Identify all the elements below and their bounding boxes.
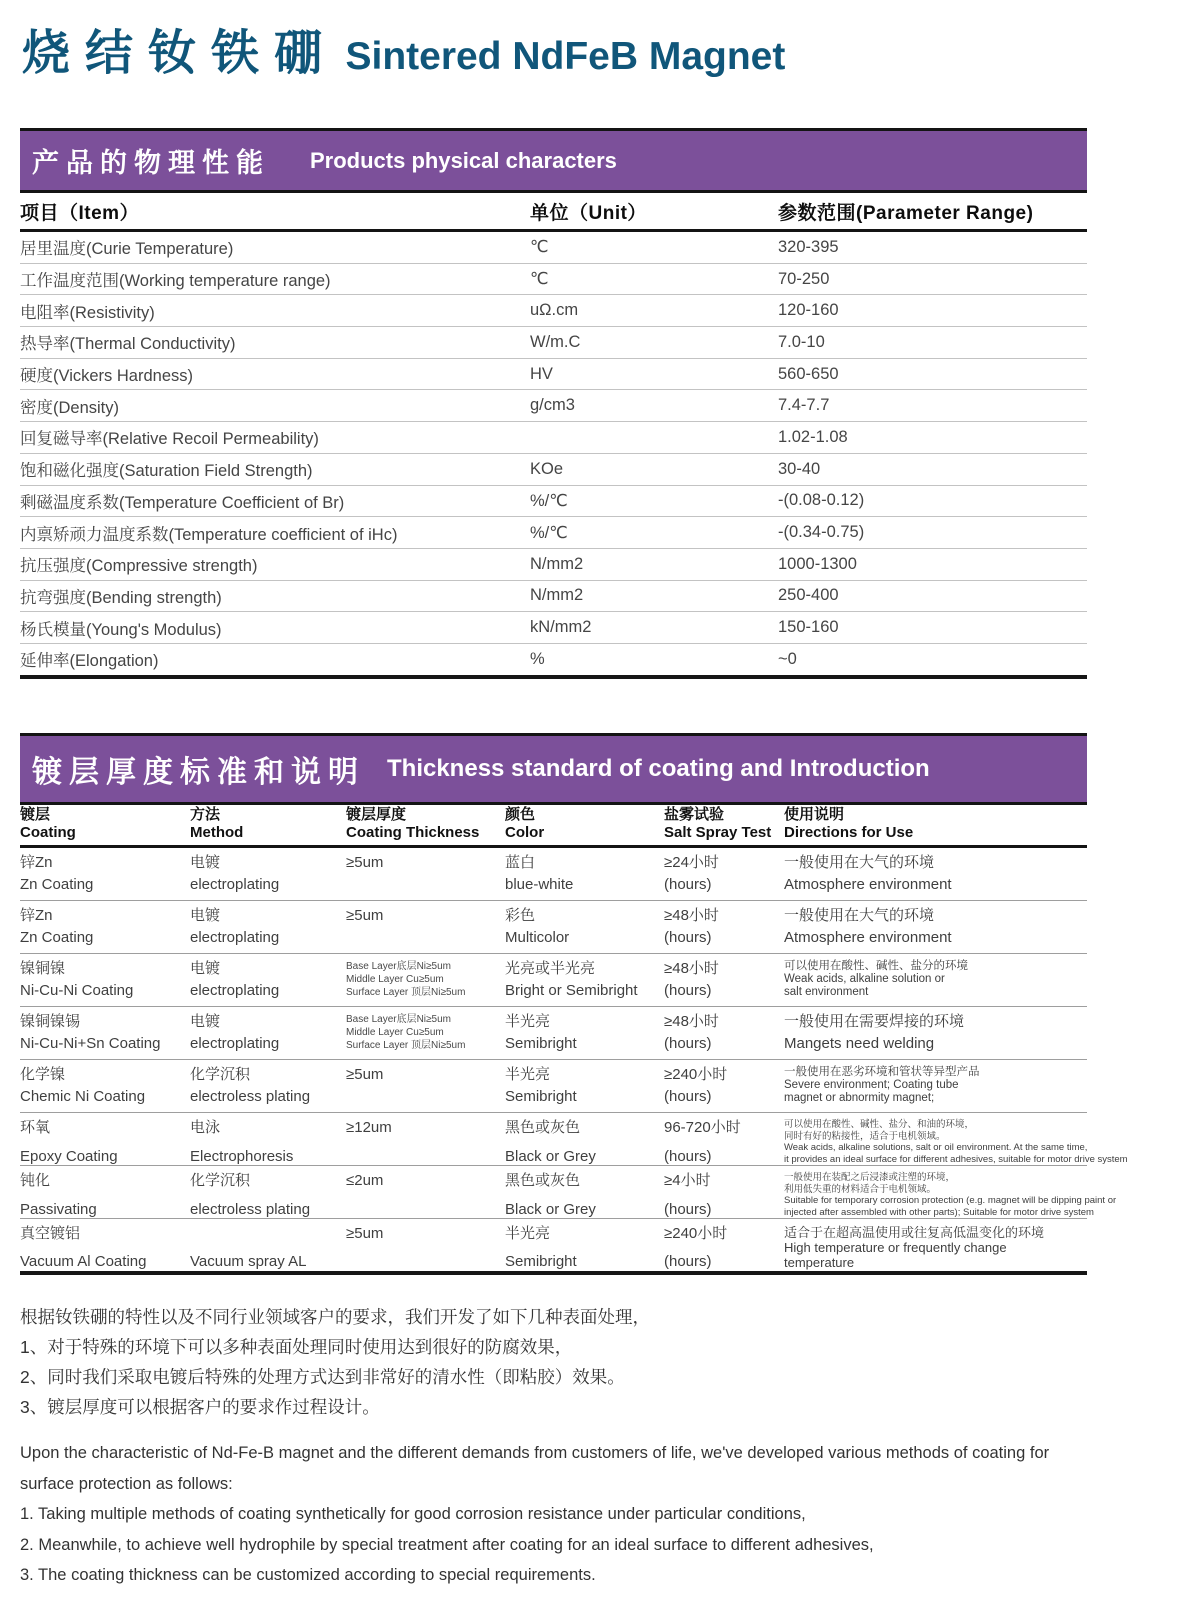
table2-col-directions	[784, 806, 1087, 842]
range-cell: 30-40	[778, 459, 821, 478]
color-cell	[505, 1219, 664, 1277]
salt-line: 96-720小时	[664, 1119, 741, 1136]
dir-line: Atmosphere environment	[784, 929, 952, 946]
coating-line: 钝化	[20, 1172, 51, 1189]
method-line: 电镀	[190, 854, 221, 871]
dir-line: Atmosphere environment	[784, 876, 952, 893]
method-line: 电镀	[190, 907, 221, 924]
unit-cell: HV	[530, 364, 553, 383]
unit-cell: W/m.C	[530, 332, 581, 351]
table2-col-salt-spray	[664, 806, 784, 842]
method-line: electroless plating	[190, 1088, 311, 1105]
dir-line: Suitable for temporary corrosion protection (e.g. magnet will be dipping paint or	[784, 1195, 1117, 1206]
color-line: 光亮或半光亮	[505, 960, 596, 977]
table1-col-item: 项目（Item）	[20, 202, 140, 224]
salt-line: (hours)	[664, 1088, 712, 1105]
table-row	[20, 848, 1087, 901]
item-cell: 内禀矫顽力温度系数(Temperature coefficient of iHc)	[20, 525, 398, 544]
item-cell: 剩磁温度系数(Temperature Coefficient of Br)	[20, 493, 345, 512]
dir-line: 可以使用在酸性、碱性、盐分、和油的环境，	[784, 1119, 975, 1130]
notes-english	[20, 1438, 1170, 1591]
col-salt-en: Salt Spray Test	[664, 824, 772, 841]
dir-line: 一般使用在大气的环境	[784, 907, 935, 924]
color-cell	[505, 1166, 664, 1225]
method-line: electroplating	[190, 1035, 280, 1052]
dir-cell	[784, 1007, 1087, 1059]
range-cell: -(0.34-0.75)	[778, 523, 865, 542]
thick-line: ≥5um	[346, 1225, 384, 1242]
coating-line: 镍铜镍锡	[20, 1013, 81, 1030]
section1-header-bar	[20, 128, 1087, 193]
dir-cell	[784, 848, 1087, 900]
coating-cell	[20, 1219, 190, 1277]
unit-cell: N/mm2	[530, 586, 584, 605]
coating-line: Chemic Ni Coating	[20, 1088, 146, 1105]
salt-line: (hours)	[664, 1201, 712, 1218]
range-cell: 1000-1300	[778, 554, 857, 573]
table2-col-coating	[20, 806, 190, 842]
table-row	[20, 232, 1087, 264]
thick-line: Middle Layer Cu≥5um	[346, 974, 444, 985]
coating-line: Ni-Cu-Ni+Sn Coating	[20, 1035, 161, 1052]
table1-col-range: 参数范围(Parameter Range)	[778, 202, 1034, 224]
method-line: Vacuum spray AL	[190, 1253, 307, 1270]
color-cell	[505, 1113, 664, 1172]
coating-line: 锌Zn	[20, 907, 53, 924]
color-cell	[505, 848, 664, 900]
method-line: 电泳	[190, 1119, 221, 1136]
range-cell: ~0	[778, 649, 797, 668]
salt-line: ≥48小时	[664, 960, 719, 977]
thick-cell	[346, 1219, 505, 1277]
col-color-cn: 颜色	[505, 806, 536, 823]
thick-cell	[346, 1060, 505, 1112]
salt-line: (hours)	[664, 1035, 712, 1052]
table-row	[20, 422, 1087, 454]
dir-cell	[784, 954, 1087, 1006]
method-cell	[190, 1113, 346, 1172]
dir-cell	[784, 1060, 1087, 1112]
table-row	[20, 581, 1087, 613]
table2-col-method	[190, 806, 346, 842]
thick-line: Base Layer底层Ni≥5um	[346, 961, 451, 972]
salt-cell	[664, 954, 784, 1006]
method-line: Electrophoresis	[190, 1148, 294, 1165]
coating-line: 化学镍	[20, 1066, 66, 1083]
col-directions-cn: 使用说明	[784, 806, 845, 823]
page-title	[22, 14, 785, 83]
notes-chinese	[20, 1302, 1170, 1422]
coating-cell	[20, 848, 190, 900]
thick-line: ≤2um	[346, 1172, 384, 1189]
item-cell: 密度(Density)	[20, 398, 120, 417]
dir-line: 一般使用在大气的环境	[784, 854, 935, 871]
method-line: electroplating	[190, 929, 280, 946]
unit-cell: ℃	[530, 238, 549, 257]
thick-cell	[346, 1007, 505, 1059]
salt-line: ≥240小时	[664, 1225, 728, 1242]
item-cell: 抗压强度(Compressive strength)	[20, 557, 258, 576]
range-cell: 320-395	[778, 237, 839, 256]
col-salt-cn: 盐雾试验	[664, 806, 725, 823]
method-cell	[190, 1219, 346, 1277]
col-thickness-cn: 镀层厚度	[346, 806, 407, 823]
table-row	[20, 454, 1087, 486]
item-cell: 饱和磁化强度(Saturation Field Strength)	[20, 462, 313, 481]
thick-line: Middle Layer Cu≥5um	[346, 1027, 444, 1038]
item-cell: 抗弯强度(Bending strength)	[20, 588, 222, 607]
item-cell: 延伸率(Elongation)	[20, 652, 159, 671]
coating-cell	[20, 901, 190, 953]
table1-col-unit: 单位（Unit）	[530, 202, 647, 224]
color-line: 半光亮	[505, 1066, 551, 1083]
salt-line: (hours)	[664, 1253, 712, 1270]
dir-line: 一般使用在恶劣环境和管状等异型产品	[784, 1066, 980, 1078]
note-line-cn: 1、对于特殊的环境下可以多种表面处理同时使用达到很好的防腐效果，	[20, 1337, 573, 1357]
range-cell: -(0.08-0.12)	[778, 491, 865, 510]
table-row	[20, 517, 1087, 549]
range-cell: 560-650	[778, 364, 839, 383]
dir-line: 一般使用在装配之后浸漆或注塑的环境，	[784, 1172, 956, 1183]
salt-line: (hours)	[664, 929, 712, 946]
coating-cell	[20, 1007, 190, 1059]
method-line: electroplating	[190, 876, 280, 893]
note-line-cn: 2、同时我们采取电镀后特殊的处理方式达到非常好的清水性（即粘胶）效果。	[20, 1367, 625, 1387]
range-cell: 7.4-7.7	[778, 396, 830, 415]
dir-line: 同时有好的粘接性，适合于电机领域。	[784, 1130, 946, 1142]
salt-line: ≥48小时	[664, 1013, 719, 1030]
thick-cell	[346, 1113, 505, 1172]
color-cell	[505, 901, 664, 953]
range-cell: 150-160	[778, 618, 839, 637]
method-cell	[190, 848, 346, 900]
unit-cell: g/cm3	[530, 396, 575, 415]
note-line-en: 1. Taking multiple methods of coating synthetically for good corrosion resistance under particular conditions,	[20, 1505, 806, 1523]
note-line-cn: 根据钕铁硼的特性以及不同行业领域客户的要求，我们开发了如下几种表面处理，	[20, 1307, 650, 1327]
salt-cell	[664, 1060, 784, 1112]
method-cell	[190, 1060, 346, 1112]
unit-cell: KOe	[530, 459, 564, 478]
table-row	[20, 1113, 1128, 1166]
method-line: 化学沉积	[190, 1066, 251, 1083]
section2-title-en: Thickness standard of coating and Introduction	[387, 755, 930, 782]
coating-cell	[20, 1166, 190, 1225]
coating-line: Passivating	[20, 1201, 97, 1218]
table1-header-row	[20, 193, 1087, 232]
unit-cell: N/mm2	[530, 554, 584, 573]
range-cell: 7.0-10	[778, 332, 825, 351]
color-line: 蓝白	[505, 854, 536, 871]
salt-cell	[664, 848, 784, 900]
coating-line: 锌Zn	[20, 854, 53, 871]
table-row	[20, 612, 1087, 644]
salt-line: (hours)	[664, 1148, 712, 1165]
coating-line: Ni-Cu-Ni Coating	[20, 982, 134, 999]
note-line-cn: 3、镀层厚度可以根据客户的要求作过程设计。	[20, 1397, 380, 1417]
dir-line: Weak acids, alkaline solution or	[784, 973, 945, 985]
col-directions-en: Directions for Use	[784, 824, 914, 841]
salt-cell	[664, 1166, 784, 1225]
coating-line: 真空镀铝	[20, 1225, 81, 1242]
range-cell: 250-400	[778, 586, 839, 605]
color-cell	[505, 1007, 664, 1059]
thick-cell	[346, 954, 505, 1006]
thick-line: ≥5um	[346, 907, 384, 924]
color-line: 半光亮	[505, 1225, 551, 1242]
color-line: Semibright	[505, 1253, 577, 1270]
color-line: Black or Grey	[505, 1148, 596, 1165]
col-method-en: Method	[190, 824, 244, 841]
coating-line: Vacuum Al Coating	[20, 1253, 147, 1270]
salt-cell	[664, 1219, 784, 1277]
note-line-en: Upon the characteristic of Nd-Fe-B magnet and the different demands from customers of life, we've developed various methods of coating for	[20, 1444, 1050, 1462]
salt-line: ≥48小时	[664, 907, 719, 924]
color-line: 黑色或灰色	[505, 1172, 581, 1189]
table-row	[20, 359, 1087, 391]
coating-table	[20, 806, 1128, 1275]
unit-cell: %/℃	[530, 523, 568, 542]
table2-col-color	[505, 806, 664, 842]
salt-line: (hours)	[664, 982, 712, 999]
col-color-en: Color	[505, 824, 545, 841]
dir-line: 可以使用在酸性、碱性、盐分的环境	[784, 960, 968, 972]
coating-line: Epoxy Coating	[20, 1148, 118, 1165]
table-row	[20, 1060, 1087, 1113]
dir-line: 适合于在超高温使用或往复高低温变化的环境	[784, 1225, 1045, 1240]
section2-header-bar	[20, 733, 1087, 805]
range-cell: 1.02-1.08	[778, 427, 848, 446]
thick-line: ≥5um	[346, 1066, 384, 1083]
unit-cell: %	[530, 649, 545, 668]
method-cell	[190, 1007, 346, 1059]
section2-title-cn: 镀层厚度标准和说明	[32, 756, 365, 789]
dir-cell	[784, 1219, 1087, 1277]
method-line: electroplating	[190, 982, 280, 999]
item-cell: 工作温度范围(Working temperature range)	[20, 272, 331, 291]
method-line: 化学沉积	[190, 1172, 251, 1189]
method-cell	[190, 901, 346, 953]
unit-cell: kN/mm2	[530, 618, 592, 637]
salt-line: (hours)	[664, 876, 712, 893]
table2-col-thickness	[346, 806, 505, 842]
unit-cell: ℃	[530, 270, 549, 289]
section1-title-cn: 产品的物理性能	[32, 148, 270, 178]
color-line: 彩色	[505, 907, 536, 924]
method-cell	[190, 954, 346, 1006]
table-row	[20, 1007, 1087, 1060]
dir-line: injected after assembled with other parts); Suitable for motor drive system	[784, 1206, 1094, 1218]
dir-line: Mangets need welding	[784, 1035, 935, 1052]
table-row	[20, 549, 1087, 581]
dir-line: magnet or abnormity magnet;	[784, 1092, 935, 1104]
salt-cell	[664, 1113, 784, 1172]
color-line: blue-white	[505, 876, 574, 893]
thick-line: ≥5um	[346, 854, 384, 871]
dir-line: High temperature or frequently change	[784, 1240, 1007, 1255]
dir-line: it provides an ideal surface for different adhesives, suitable for motor drive system	[784, 1153, 1128, 1165]
coating-line: Zn Coating	[20, 929, 94, 946]
item-cell: 热导率(Thermal Conductivity)	[20, 335, 236, 354]
color-line: 黑色或灰色	[505, 1119, 581, 1136]
color-cell	[505, 954, 664, 1006]
dir-cell	[784, 1113, 1128, 1172]
item-cell: 居里温度(Curie Temperature)	[20, 240, 234, 259]
thick-cell	[346, 848, 505, 900]
note-line-en: surface protection as follows:	[20, 1474, 233, 1493]
table-row	[20, 264, 1087, 296]
thick-line: Base Layer底层Ni≥5um	[346, 1014, 451, 1025]
salt-line: ≥240小时	[664, 1066, 728, 1083]
table1-body	[20, 232, 1087, 675]
table-row	[20, 1219, 1087, 1271]
dir-line: salt environment	[784, 986, 869, 998]
table-row	[20, 954, 1087, 1007]
method-line: electroless plating	[190, 1201, 311, 1218]
table-row	[20, 295, 1087, 327]
color-cell	[505, 1060, 664, 1112]
table-row	[20, 486, 1087, 518]
table-row	[20, 390, 1087, 422]
thick-cell	[346, 1166, 505, 1225]
physical-characters-table	[20, 193, 1087, 679]
dir-cell	[784, 1166, 1116, 1225]
range-cell: 70-250	[778, 269, 830, 288]
item-cell: 硬度(Vickers Hardness)	[20, 367, 193, 386]
table-row	[20, 327, 1087, 359]
table-row	[20, 644, 1087, 675]
color-line: 半光亮	[505, 1013, 551, 1030]
thick-line: Surface Layer 顶层Ni≥5um	[346, 1040, 466, 1051]
color-line: Multicolor	[505, 929, 570, 946]
col-coating-en: Coating	[20, 824, 76, 841]
table2-body	[20, 848, 1128, 1271]
dir-line: 一般使用在需要焊接的环境	[784, 1013, 965, 1030]
color-line: Semibright	[505, 1088, 577, 1105]
salt-cell	[664, 1007, 784, 1059]
table-row	[20, 1166, 1117, 1219]
color-line: Black or Grey	[505, 1201, 596, 1218]
item-cell: 杨氏模量(Young's Modulus)	[20, 620, 222, 639]
table-row	[20, 901, 1087, 954]
dir-line: temperature	[784, 1255, 855, 1270]
coating-line: 镍铜镍	[20, 960, 66, 977]
item-cell: 回复磁导率(Relative Recoil Permeability)	[20, 430, 319, 449]
note-line-en: 3. The coating thickness can be customized according to special requirements.	[20, 1566, 596, 1584]
table2-header-row	[20, 806, 1087, 848]
coating-line: Zn Coating	[20, 876, 94, 893]
col-method-cn: 方法	[190, 806, 221, 823]
unit-cell: uΩ.cm	[530, 301, 579, 320]
thick-cell	[346, 901, 505, 953]
thick-line: Surface Layer 顶层Ni≥5um	[346, 987, 466, 998]
salt-line: ≥24小时	[664, 854, 719, 871]
item-cell: 电阻率(Resistivity)	[20, 303, 155, 322]
coating-line: 环氧	[20, 1119, 51, 1136]
col-thickness-en: Coating Thickness	[346, 824, 480, 841]
coating-cell	[20, 954, 190, 1006]
note-line-en: 2. Meanwhile, to achieve well hydrophile by special treatment after coating for an ideal surface to different adhesives,	[20, 1535, 874, 1554]
color-line: Bright or Semibright	[505, 982, 638, 999]
col-coating-cn: 镀层	[20, 806, 51, 823]
method-cell	[190, 1166, 346, 1225]
dir-line: 利用低失重的材料适合于电机领域。	[784, 1183, 937, 1195]
method-line: 电镀	[190, 960, 221, 977]
dir-line: Weak acids, alkaline solutions, salt or oil environment. At the same time,	[784, 1142, 1088, 1153]
page-title-en: Sintered NdFeB Magnet	[345, 35, 786, 78]
range-cell: 120-160	[778, 301, 839, 320]
coating-cell	[20, 1060, 190, 1112]
unit-cell: %/℃	[530, 491, 568, 510]
salt-cell	[664, 901, 784, 953]
page-title-cn: 烧结钕铁硼	[22, 27, 338, 80]
color-line: Semibright	[505, 1035, 577, 1052]
dir-line: Severe environment; Coating tube	[784, 1079, 959, 1091]
dir-cell	[784, 901, 1087, 953]
method-line: 电镀	[190, 1013, 221, 1030]
section1-title-en: Products physical characters	[310, 147, 617, 173]
coating-cell	[20, 1113, 190, 1172]
salt-line: ≥4小时	[664, 1172, 711, 1189]
thick-line: ≥12um	[346, 1119, 392, 1136]
